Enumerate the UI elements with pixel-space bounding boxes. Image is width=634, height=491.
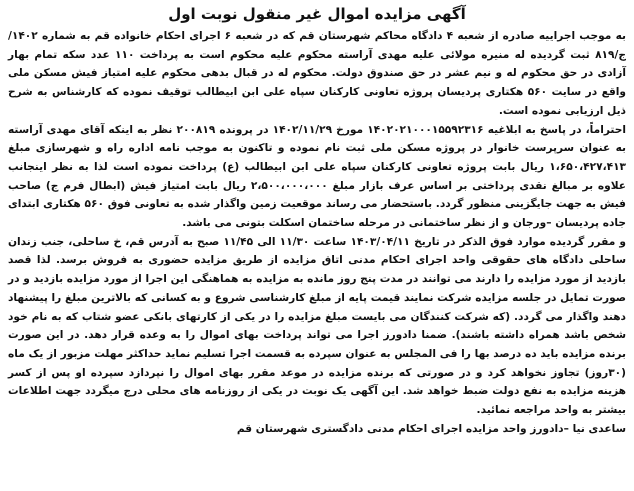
notice-title: آگهی مزایده اموال غیر منقول نوبت اول bbox=[168, 5, 466, 23]
notice-signature: ساعدی نیا –دادورز واحد مزایده اجرای احکام مدنی دادگستری شهرستان قم bbox=[236, 422, 626, 435]
notice-paragraph-auction-terms: و مقرر گردیده موارد فوق الذکر در تاریخ ۱۴۰۳/۰۴/۱۱ ساعت ۱۱/۳۰ الی ۱۱/۴۵ صبح به آدرس قم، خ ساحلی، جنب زندان ساحلی دادگاه های حقوقی واحد اجرای احکام مدنی اتاق مزایده از طریق مزایده حضوری به فروش برسد. لذا قصد بازدید از مورد مزایده را دارند می توانند در مدت پنج روز مانده به مزایده به هماهنگی این اجرا از مورد مزایده بازدید و در صورت تمایل در جلسه مزایده شرکت نمایند قیمت پایه از مبلغ کارشناسی شروع و به کسانی که بالاترین مبلغ را پیشنهاد دهند واگذار می گردد. (که شرکت کنندگان می بایست مبلغ مزایده را در یکی از کارتهای بانکی عضو شتاب که به نام خود شخص باشد همراه داشته باشند). ضمنا دادورز اجرا می تواند پرداخت بهای اموال را به وعده قرار دهد. در این صورت برنده مزایده باید ده درصد بها را فی المجلس به عنوان سپرده به قسمت اجرا تسلیم نماید حداکثر مهلت مزبور از یک ماه (۳۰روز) تجاوز نخواهد کرد و در صورتی که برنده مزایده در موعد مقرر بهای اموال را نپردازد سپرده او پس از کسر هزینه مزایده به نفع دولت ضبط خواهد شد. این آگهی یک نوبت در یکی از روزنامه های محلی درج میگردد جهت اطلاعات بیشتر به واحد مراجعه نمائید. bbox=[8, 235, 626, 417]
notice-paragraph-order: به موجب اجراییه صادره از شعبه ۴ دادگاه محاکم شهرستان قم که در شعبه ۶ اجرای احکام خانواده قم به شماره ۱۴۰۲/ج/۸۱۹ ثبت گردیده له منیره مولائی علیه مهدی آراسته محکوم علیه محکوم است به پرداخت ۱۱۰ عدد سکه تمام بهار آزادی در حق محکوم له و نیم عشر در حق صندوق دولت. محکوم له در قبال بدهی محکوم علیه امتیاز فیش مسکن ملی واقع در سایت ۵۶۰ هکتاری پردیسان پروژه تعاونی کارکنان سپاه علی ابن ابیطالب توقیف نموده که کارشناس به شرح ذیل ارزیابی نموده است. bbox=[8, 30, 627, 117]
notice-paragraph-appraisal: احتراماً، در پاسخ به ابلاغیه ۱۴۰۲۰۲۱۰۰۰۱۵۵۹۲۳۱۶ مورخ ۱۴۰۲/۱۱/۲۹ در پرونده ۲۰۰۸۱۹ نظر به اینکه آقای مهدی آراسته به عنوان سرپرست خانوار در پروژه مسکن ملی ثبت نام نموده و تاکنون به موجب نامه اداره راه و شهرسازی مبلغ ۱،۶۵۰،۴۲۷،۴۱۳ ریال بابت پروژه تعاونی کارکنان سپاه علی ابن ابیطالب (ع) پرداخت نموده است لذا به نظر اینجانب علاوه بر مبالغ نقدی پرداختی بر اساس عرف بازار مبلغ ۲،۵۰۰،۰۰۰،۰۰۰ ریال بابت امتیاز فیش (ابطال فرم ج) صاحب فیش به جهت جایگزینی منظور گردد. باستحضار می رساند موقعیت زمین واگذار شده به تعاونی فوق ۵۶۰ هکتاری ابتدای جاده پردیسان –ورجان و از نظر ساختمانی در مرحله ساختمان اسکلت بتونی می باشد. bbox=[8, 123, 627, 230]
